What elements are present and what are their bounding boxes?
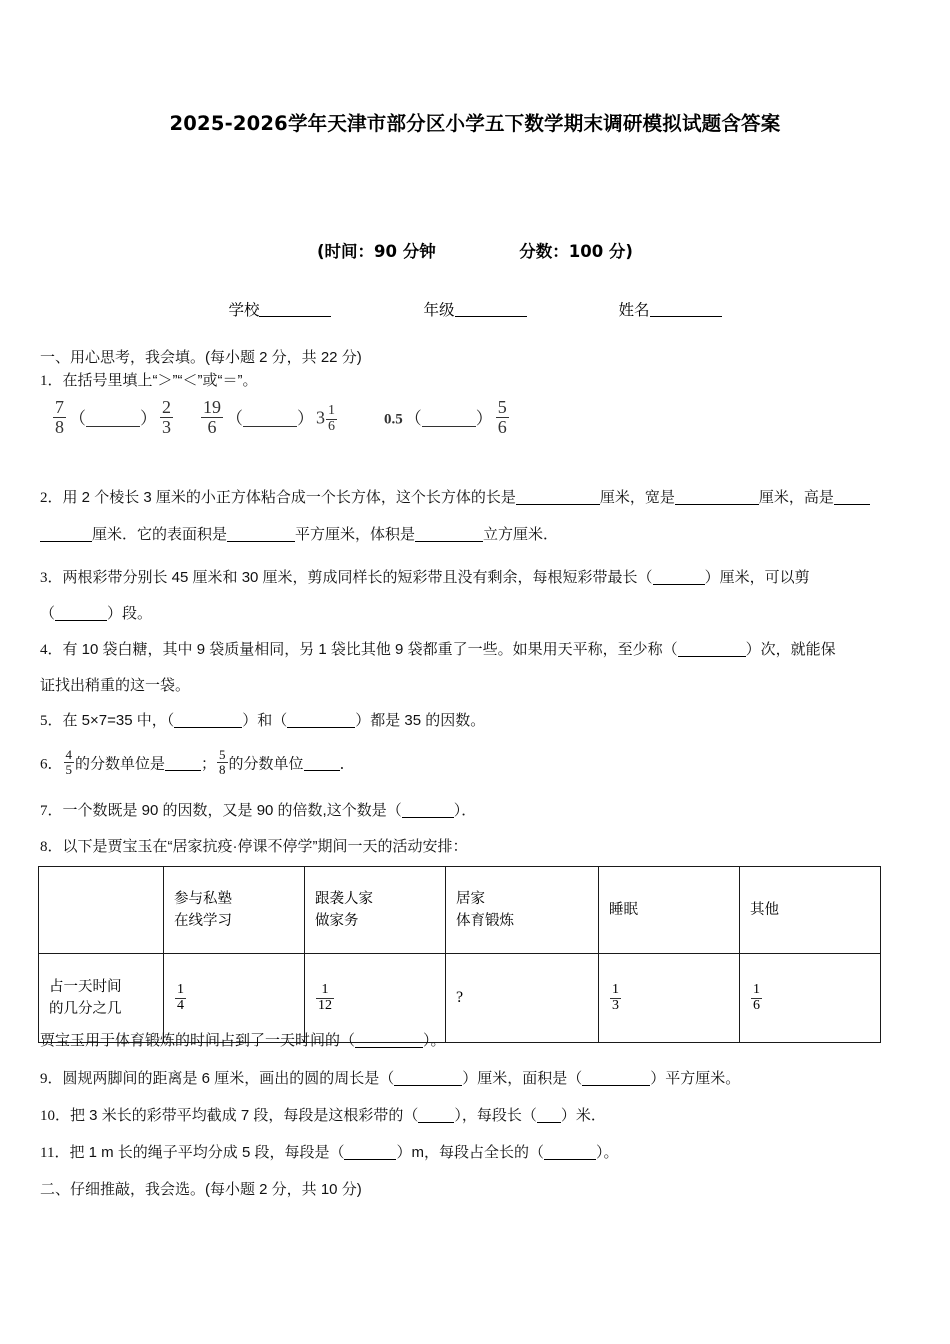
table-header-cell-3 [446, 867, 599, 954]
field-grade-label: 年级 [423, 302, 455, 319]
question-2-part4: 厘米．它的表面积是 [92, 526, 228, 543]
table-header-cell-1 [164, 867, 305, 954]
comparison-1-underline[interactable] [86, 413, 140, 427]
question-1-comparisons [52, 398, 510, 437]
header-4-line1: 睡眠 [609, 901, 638, 918]
question-9-part1: 圆规两脚间的距离是 6 厘米，画出的圆的周长是（ [62, 1070, 395, 1087]
field-school [228, 298, 331, 320]
question-3 [40, 567, 920, 590]
field-name [619, 298, 722, 320]
header-1-line2: 在线学习 [174, 913, 232, 929]
field-name-label: 姓名 [618, 302, 650, 319]
question-10-part2: ），每段长（ [454, 1107, 537, 1124]
section-two-heading: 二、仔细推敲，我会选。(每小题 2 分，共 10 分) [40, 1181, 362, 1198]
question-11-part2: ）m，每段占全长的（ [396, 1144, 544, 1161]
header-2-line2: 做家务 [315, 913, 359, 929]
question-5-blank-1[interactable] [174, 715, 242, 728]
question-4 [40, 639, 920, 662]
question-3-part4: ）段。 [107, 605, 153, 622]
question-11-blank-2[interactable] [544, 1147, 596, 1160]
question-10-part1: 把 3 米长的彩带平均截成 7 段，每段是这根彩带的（ [70, 1107, 419, 1124]
question-5-blank-2[interactable] [287, 715, 355, 728]
question-8-followup [40, 1030, 920, 1053]
question-1-number: 1． [40, 373, 63, 389]
question-1 [40, 370, 920, 393]
mixed-fraction-1-6: $\frac{1}{6}$ [328, 403, 335, 435]
fraction-2-3: $\frac{2}{3}$ [162, 397, 171, 438]
question-3-blank-2[interactable] [55, 608, 107, 621]
time-label: (时间：90 分钟 [317, 242, 436, 261]
field-name-blank[interactable] [650, 301, 722, 318]
question-6-blank-1[interactable] [165, 758, 201, 771]
question-5-part2: ）和（ [242, 712, 288, 729]
student-fields [0, 298, 950, 320]
question-7 [40, 800, 920, 823]
question-9-blank-1[interactable] [394, 1073, 462, 1086]
question-6-number: 6． [40, 756, 63, 773]
question-11 [40, 1142, 920, 1165]
question-7-part2: ）． [453, 802, 477, 819]
question-5-part1: 在 5×7=35 中，（ [62, 712, 175, 729]
fraction-4-5: $\frac{4}{5}$ [65, 747, 73, 777]
question-2-blank-1[interactable] [516, 492, 600, 505]
field-grade [423, 298, 526, 320]
decimal-0-5: 0.5 [384, 411, 403, 428]
comparison-1 [52, 398, 174, 437]
table-header-cell-0 [39, 867, 164, 954]
table-header-cell-5 [740, 867, 881, 954]
header-1-line1: 参与私塾 [174, 890, 232, 907]
table-header-cell-2 [305, 867, 446, 954]
mixed-whole: 3 [316, 407, 325, 428]
question-4-blank-1[interactable] [678, 644, 746, 657]
question-9-blank-2[interactable] [582, 1073, 650, 1086]
question-6-blank-2[interactable] [304, 758, 340, 771]
comparison-2-blank[interactable]: （ ） [226, 408, 314, 428]
question-10-number: 10． [40, 1108, 71, 1124]
question-2-blank-5[interactable] [415, 529, 483, 542]
question-10-blank-2[interactable] [537, 1110, 561, 1123]
question-2-part6: 立方厘米． [483, 526, 559, 543]
exam-meta [0, 238, 950, 262]
question-3-blank-1[interactable] [653, 572, 705, 585]
question-3-part3: （ [40, 605, 56, 622]
fraction-5-8: $\frac{5}{8}$ [219, 747, 226, 777]
comparison-1-blank[interactable]: （ ） [69, 408, 157, 428]
question-2-blank-3b[interactable] [40, 529, 92, 542]
question-6-part3: 的分数单位 [228, 755, 304, 773]
question-5-part3: ）都是 35 的因数。 [355, 712, 486, 729]
header-3-line2: 体育锻炼 [456, 913, 514, 929]
question-7-part1: 一个数既是 90 的因数，又是 90 的倍数,这个数是（ [62, 802, 402, 819]
question-7-blank-1[interactable] [402, 805, 454, 818]
question-2-part3: 厘米，高是 [758, 489, 834, 506]
question-9-part3: ）平方厘米。 [650, 1070, 741, 1087]
question-10 [40, 1105, 920, 1128]
question-9-part2: ）厘米，面积是（ [462, 1070, 583, 1087]
question-5-number: 5． [40, 713, 63, 729]
page-title: 2025-2026学年天津市部分区小学五下数学期末调研模拟试题含答案 [169, 112, 781, 135]
row-label-line1: 占一天时间 [49, 978, 122, 995]
field-school-label: 学校 [228, 302, 260, 319]
question-11-blank-1[interactable] [344, 1147, 396, 1160]
question-6 [40, 748, 920, 777]
comparison-3-underline[interactable] [422, 413, 476, 427]
question-2-line2 [40, 524, 920, 547]
question-7-number: 7． [40, 803, 63, 819]
question-8-followup-blank[interactable] [355, 1035, 423, 1048]
question-10-blank-1[interactable] [418, 1110, 454, 1123]
comparison-2-underline[interactable] [243, 413, 297, 427]
mixed-number-3-1-6 [316, 404, 338, 435]
cell-fraction-1-3: $\frac{1}{3}$ [612, 981, 619, 1013]
question-4-number: 4． [40, 642, 63, 658]
question-2-blank-2[interactable] [675, 492, 759, 505]
cell-fraction-1-4: $\frac{1}{4}$ [177, 981, 184, 1013]
question-2-number: 2． [40, 490, 63, 506]
question-11-number: 11． [40, 1145, 70, 1161]
question-8 [40, 836, 920, 859]
question-2-blank-4[interactable] [227, 529, 295, 542]
question-3-part2: ）厘米，可以剪 [704, 569, 810, 586]
cell-fraction-1-12: $\frac{1}{12}$ [318, 981, 332, 1013]
question-9-number: 9． [40, 1071, 63, 1087]
cell-question-mark: ? [456, 988, 464, 1006]
cell-fraction-1-6: $\frac{1}{6}$ [753, 981, 760, 1013]
header-5-line1: 其他 [750, 901, 779, 918]
question-6-part1: 的分数单位是 [75, 755, 166, 773]
question-3-number: 3． [40, 570, 63, 586]
field-school-blank[interactable] [259, 301, 331, 318]
fraction-7-8: $\frac{7}{8}$ [55, 397, 64, 438]
question-2-blank-3a[interactable] [834, 492, 870, 505]
question-5 [40, 710, 920, 733]
question-2 [40, 487, 920, 510]
header-3-line1: 居家 [456, 890, 485, 907]
comparison-2 [200, 398, 338, 437]
table-header-row [39, 867, 881, 954]
question-1-text: 在括号里填上“＞”“＜”或“＝”。 [62, 372, 258, 389]
question-4-line2: 证找出稍重的这一袋。 [40, 677, 191, 694]
comparison-3-blank[interactable]: （ ） [404, 408, 493, 428]
question-8-part1: 以下是贾宝玉在“居家抗疫·停课不停学”期间一天的活动安排： [62, 838, 468, 855]
field-grade-blank[interactable] [455, 301, 527, 318]
question-2-part1: 用 2 个棱长 3 厘米的小正方体粘合成一个长方体，这个长方体的长是 [62, 489, 516, 506]
question-11-part1: 把 1 m 长的绳子平均分成 5 段，每段是（ [69, 1144, 345, 1161]
question-6-part2: ； [201, 755, 217, 773]
question-4-part2: ）次，就能保 [745, 641, 836, 658]
question-8-followup-part2: ）。 [423, 1032, 446, 1049]
question-11-part3: ）。 [595, 1144, 619, 1161]
row-label-line2: 的几分之几 [49, 1001, 122, 1017]
question-6-part4: ． [339, 755, 355, 773]
question-8-number: 8． [40, 839, 63, 855]
question-9 [40, 1068, 920, 1091]
score-label: 分数：100 分) [519, 242, 633, 261]
activity-schedule-table [38, 866, 881, 1043]
question-8-followup-part1: 贾宝玉用于体育锻炼的时间占到了一天时间的（ [40, 1032, 356, 1049]
fraction-19-6: $\frac{19}{6}$ [203, 397, 221, 438]
question-3-line2 [40, 603, 920, 626]
question-3-part1: 两根彩带分别长 45 厘米和 30 厘米，剪成同样长的短彩带且没有剩余，每根短彩带最长（ [62, 569, 653, 586]
question-4-part1: 有 10 袋白糖，其中 9 袋质量相同，另 1 袋比其他 9 袋都重了一些。如果用天平称，至少称（ [62, 641, 678, 658]
section-one-heading: 一、用心思考，我会填。(每小题 2 分，共 22 分) [40, 349, 362, 366]
fraction-5-6: $\frac{5}{6}$ [497, 397, 507, 438]
table-header-cell-4 [599, 867, 740, 954]
question-2-part5: 平方厘米，体积是 [295, 526, 416, 543]
comparison-3 [384, 398, 510, 437]
question-10-part3: ）米． [560, 1107, 606, 1124]
question-2-part2: 厘米，宽是 [599, 489, 675, 506]
header-2-line1: 跟袭人家 [315, 890, 373, 907]
